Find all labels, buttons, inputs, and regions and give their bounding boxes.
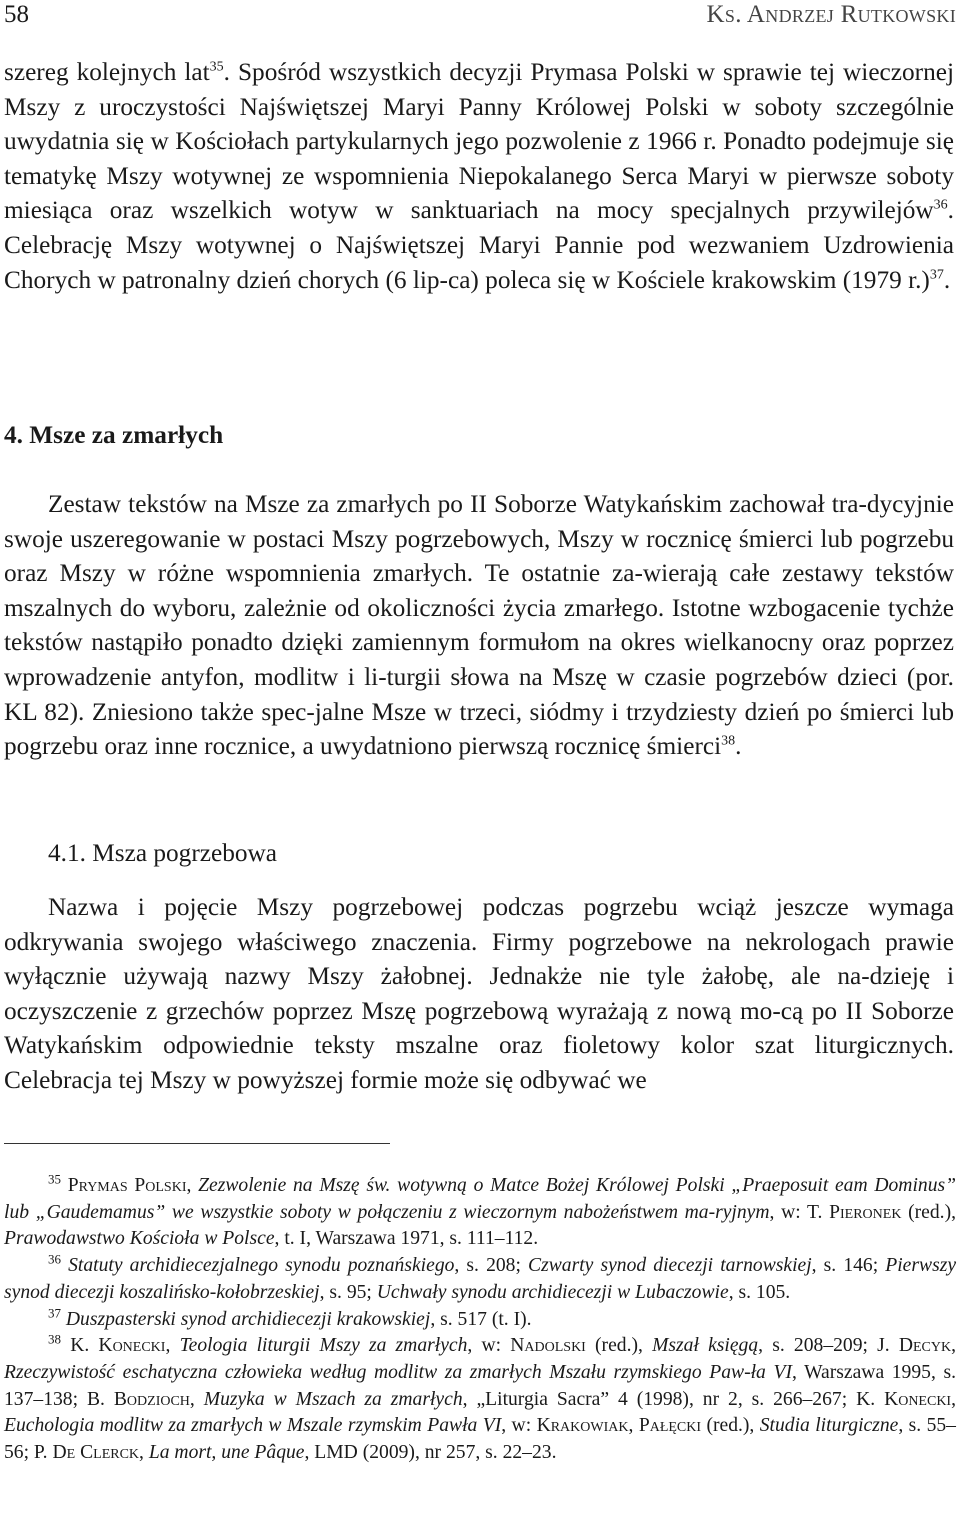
text-run: . Celebrację Mszy wotywnej o Najświętszej Maryi Pannie pod wezwaniem Uzdrowienia Chorych w patronalny dzień chorych (6 lip-ca) poleca się w Kościele krakowskim (1979 r.) <box>4 196 954 294</box>
paragraph-1 <box>4 55 954 297</box>
text-run: , <box>628 1415 639 1437</box>
citation-title: Studia liturgiczne <box>759 1415 899 1437</box>
author: Krakowiak <box>536 1415 629 1437</box>
citation-title: Rzeczywistość eschatyczna człowieka według modlitw za zmarłych Mszału rzymskiego Paw-ła VI <box>4 1361 792 1383</box>
paragraph-3 <box>4 890 954 1098</box>
text-run: (red.), <box>701 1415 760 1437</box>
citation-title: Uchwały synodu archidiecezji w Lubaczowie <box>376 1281 729 1303</box>
footnote-separator <box>4 1143 390 1144</box>
text-run: , w: <box>501 1415 537 1437</box>
footnote-ref-36[interactable]: 36 <box>933 197 948 213</box>
citation-title: La mort, une Pâque <box>148 1442 305 1464</box>
citation-title: Muzyka w Mszach za zmarłych <box>203 1388 463 1410</box>
footnote-number: 38 <box>48 1331 61 1347</box>
text-run: , <box>951 1335 957 1357</box>
footnote-37 <box>4 1304 956 1334</box>
citation-title: Statuty archidiecezjalnego synodu poznańskiego <box>68 1255 455 1277</box>
text-run: , s. 95; <box>319 1281 377 1303</box>
page-number: 58 <box>4 1 29 28</box>
text-run: . Spośród wszystkich decyzji Prymasa Polski w sprawie tej wieczornej Mszy z uroczystości Najświętszej Maryi Panny Królowej Polski w soboty szczególnie uwydatnia się w Kościołach partykularnych jego pozwolenie z 1966 r. Ponadto podejmuje się tematykę Mszy wotywnej ze wspomnienia Niepokalanego Serca Maryi w pierwsze soboty miesiąca oraz wszelkich wotyw w sanktuariach na mocy specjalnych przywilejów <box>4 58 954 225</box>
page-header <box>4 0 956 34</box>
text-run: , s. 208; <box>454 1255 529 1277</box>
author: Konecki <box>98 1335 166 1357</box>
text-run: K. <box>70 1335 99 1357</box>
citation-title: Czwarty synod diecezji tarnowskiej <box>528 1255 812 1277</box>
footnote-ref-37[interactable]: 37 <box>929 267 944 283</box>
text-run: , <box>139 1442 149 1464</box>
section-heading: 4. Msze za zmarłych <box>4 421 224 449</box>
author: Pieronek <box>829 1201 902 1223</box>
citation-title: Duszpasterski synod archidiecezji krakowskiej <box>65 1308 431 1330</box>
author: Prymas Polski <box>67 1175 187 1196</box>
text-run: , t. I, Warszawa 1971, s. 111–112. <box>274 1228 539 1250</box>
footnote-number: 37 <box>48 1304 61 1320</box>
subsection-heading: 4.1. Msza pogrzebowa <box>48 839 278 867</box>
text-run: , s. 517 (t. I). <box>430 1308 532 1330</box>
citation-title: Pierwszy synod diecezji koszalińsko-kołobrzeskiej <box>4 1255 957 1303</box>
citation-title: Teologia liturgii Mszy za zmarłych <box>179 1335 468 1357</box>
author: Nadolski <box>510 1335 586 1357</box>
running-head: Ks. Andrzej Rutkowski <box>706 1 956 28</box>
text-run: , <box>186 1175 199 1196</box>
text-run: , w: T. <box>769 1201 830 1223</box>
text-run: (red.), <box>585 1335 653 1357</box>
citation-title: Prawodawstwo Kościoła w Polsce <box>4 1228 275 1250</box>
footnote-36 <box>4 1253 956 1306</box>
text-run: , s. 55–56; P. <box>4 1415 956 1464</box>
footnote-number: 36 <box>48 1251 61 1267</box>
text-run: . <box>735 732 742 761</box>
footnote-number: 35 <box>48 1171 61 1187</box>
text-run: , <box>165 1335 180 1357</box>
text-run: Zestaw tekstów na Msze za zmarłych po II Soborze Watykańskim zachował tra-dycyjnie swoje uszeregowanie w postaci Mszy pogrzebowych, Mszy w rocznicę śmierci lub pogrzebu oraz Mszy w różne wspomnienia zmarłych. Te ostatnie za-wierają całe zestawy tekstów mszalnych do wyboru, zależnie od okoliczności życia zmarłego. Istotne wzbogacenie tychże tekstów nastąpiło ponadto dzięki zamiennym formułom na okres wielkanocny oraz poprzez wprowadzenie antyfon, modlitw i li-turgii słowa na Mszę w czasie pogrzebów dzieci (por. KL 82). Zniesiono także spec-jalne Msze w trzeci, siódmy i trzydziesty dzień po śmierci lub pogrzebu oraz inne rocznice, a uwydatniono pierwszą rocznicę śmierci <box>4 490 954 761</box>
text-run: Nazwa i pojęcie Mszy pogrzebowej podczas pogrzebu wciąż jeszcze wymaga odkrywania swojego właściwego znaczenia. Firmy pogrzebowe na nekrologach prawie wyłącznie używają nazwy Mszy żałobnej. Jednakże nie tyle żałobę, ale na-dzieję i oczyszczenie z grzechów poprzez Mszę pogrzebową wyrażają z nową mo-cą po II Soborze Watykańskim odpowiednie teksty mszalne oraz fioletowy kolor szat liturgicznych. Celebracja tej Mszy w powyższej formie może się odbywać we <box>4 893 954 1094</box>
author: Konecki <box>884 1388 952 1410</box>
text-run: szereg kolejnych lat <box>4 58 210 86</box>
text-run: , <box>951 1388 957 1410</box>
paragraph-2 <box>4 487 954 764</box>
text-run: , LMD (2009), nr 257, s. 22–23. <box>304 1442 557 1464</box>
author: Pałęcki <box>638 1415 702 1437</box>
text-run: , s. 105. <box>728 1281 791 1303</box>
text-run: (red.), <box>901 1201 956 1223</box>
text-run: , Warszawa 1995, s. 137–138; B. <box>4 1361 956 1410</box>
text-run: , „Liturgia Sacra” 4 (1998), nr 2, s. 266–267; K. <box>462 1388 885 1410</box>
footnote-38 <box>4 1333 956 1467</box>
text-run: . <box>943 265 951 294</box>
text-run: , s. 146; <box>811 1255 886 1277</box>
citation-title: Zezwolenie na Mszę św. wotywną o Matce Bożej Królowej Polski „Praeposuit eam Dominus” lub „Gaudemamus” we wszystkie soboty w połączeniu z wieczornym nabożeństwem ma-ryjnym <box>4 1175 957 1223</box>
text-run: , <box>189 1388 204 1410</box>
text-run: , w: <box>467 1335 511 1357</box>
footnote-ref-38[interactable]: 38 <box>721 733 736 749</box>
text-run: , s. 208–209; J. <box>758 1335 899 1357</box>
footnote-ref-35[interactable]: 35 <box>209 59 224 75</box>
author: Decyk <box>898 1335 952 1357</box>
author: Bodzioch <box>113 1388 190 1410</box>
author: De Clerck <box>52 1442 140 1464</box>
citation-title: Euchologia modlitw za zmarłych w Mszale rzymskim Pawła VI <box>4 1415 502 1437</box>
citation-title: Mszał księgą <box>652 1335 759 1357</box>
footnotes <box>4 1173 956 1467</box>
footnote-35 <box>4 1173 956 1253</box>
